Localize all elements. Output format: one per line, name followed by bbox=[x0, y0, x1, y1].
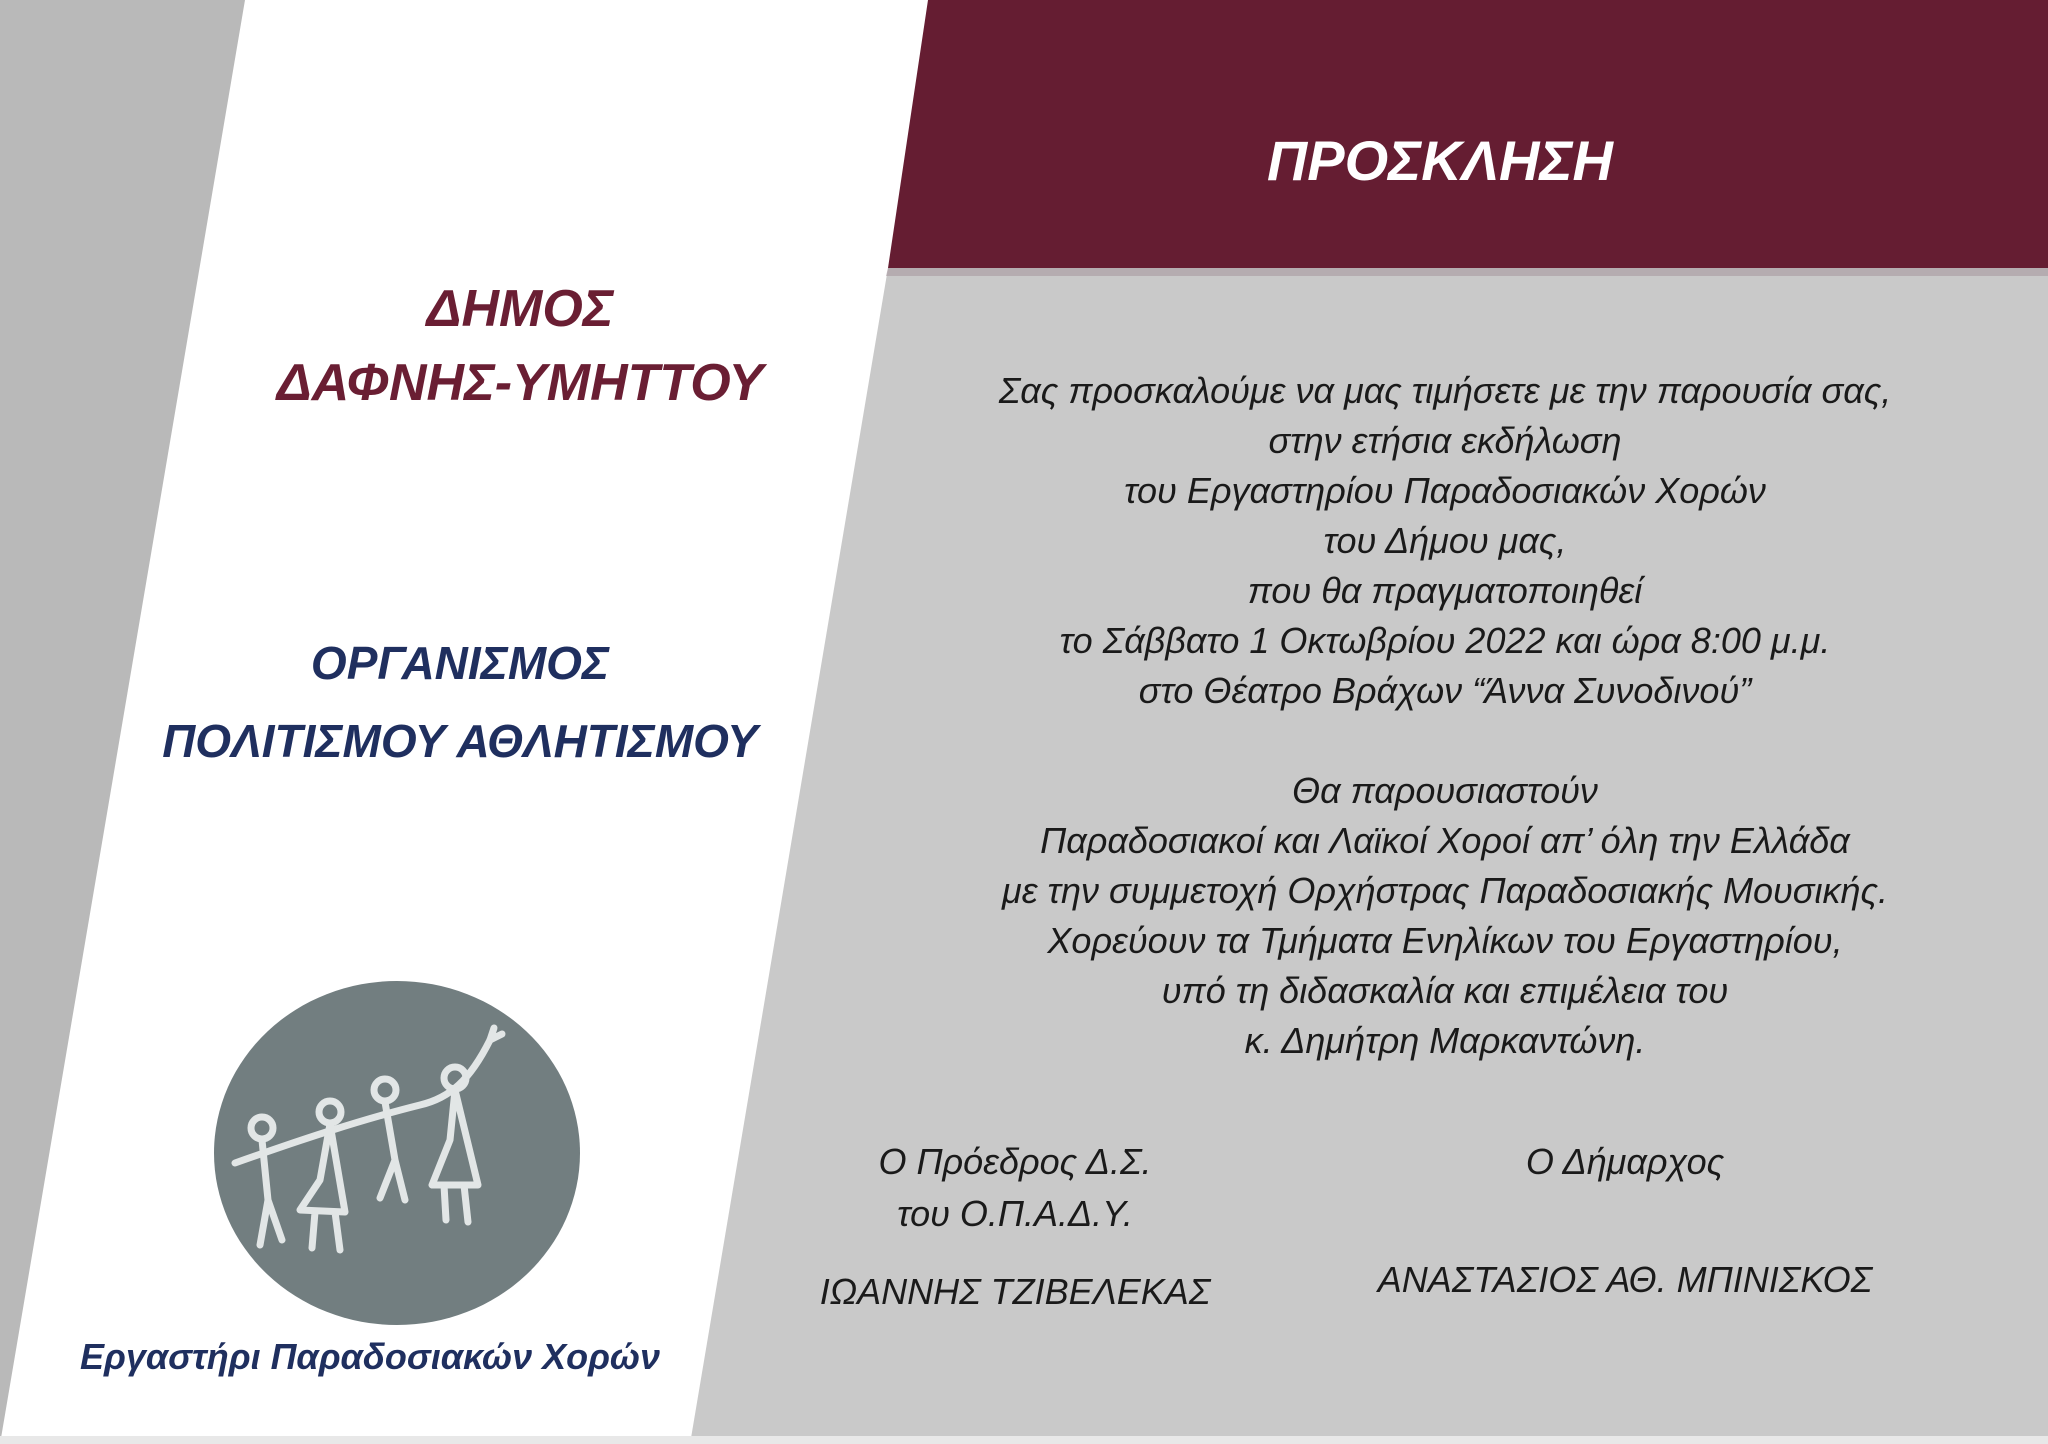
logo-caption: Εργαστήρι Παραδοσιακών Χορών bbox=[80, 1336, 660, 1377]
mayor-title: Ο Δήμαρχος bbox=[1525, 1141, 1725, 1182]
invitation-line: το Σάββατο 1 Οκτωβρίου 2022 και ώρα 8:00 μ.μ. bbox=[1059, 620, 1831, 661]
invitation-line: Χορεύουν τα Τμήματα Ενηλίκων του Εργαστηρίου, bbox=[1047, 920, 1843, 961]
invitation-body bbox=[900, 366, 1990, 1066]
invitation-line: κ. Δημήτρη Μαρκαντώνη. bbox=[1244, 1020, 1646, 1061]
invitation-line: υπό τη διδασκαλία και επιμέλεια του bbox=[1161, 970, 1729, 1011]
invitation-line: του Δήμου μας, bbox=[1323, 520, 1567, 561]
president-title bbox=[800, 1136, 1230, 1240]
bottom-edge bbox=[0, 1436, 2048, 1444]
band-shadow bbox=[886, 268, 2048, 276]
invitation-line: στο Θέατρο Βράχων “Άννα Συνοδινού” bbox=[1138, 670, 1752, 711]
invitation-line-spacer bbox=[900, 716, 1990, 766]
invitation-line: στην ετήσια εκδήλωση bbox=[1268, 420, 1622, 461]
organization-line-1: ΟΡΓΑΝΙΣΜΟΣ bbox=[310, 637, 610, 689]
logo bbox=[214, 981, 580, 1325]
invitation-line: Σας προσκαλούμε να μας τιμήσετε με την παρουσία σας, bbox=[998, 370, 1892, 411]
organization-name bbox=[130, 624, 790, 780]
invitation-line: Θα παρουσιαστούν bbox=[1292, 770, 1598, 811]
invitation-line: με την συμμετοχή Ορχήστρας Παραδοσιακής Μουσικής. bbox=[1002, 870, 1888, 911]
organization-line-2: ΠΟΛΙΤΙΣΜΟΥ ΑΘΛΗΤΙΣΜΟΥ bbox=[162, 715, 758, 767]
invitation-line: του Εργαστηρίου Παραδοσιακών Χορών bbox=[1124, 470, 1766, 511]
municipality-line-2: ΔΑΦΝΗΣ-ΥΜΗΤΤΟΥ bbox=[276, 354, 764, 412]
invitation-line: που θα πραγματοποιηθεί bbox=[1247, 570, 1643, 611]
president-name: ΙΩΑΝΝΗΣ ΤΖΙΒΕΛΕΚΑΣ bbox=[819, 1271, 1211, 1312]
mayor-name: ΑΝΑΣΤΑΣΙΟΣ ΑΘ. ΜΠΙΝΙΣΚΟΣ bbox=[1377, 1259, 1873, 1300]
municipality-name bbox=[190, 272, 850, 420]
municipality-line-1: ΔΗΜΟΣ bbox=[426, 280, 614, 338]
president-title-line-1: Ο Πρόεδρος Δ.Σ. bbox=[878, 1141, 1152, 1182]
invitation-title: ΠΡΟΣΚΛΗΣΗ bbox=[1267, 129, 1613, 192]
president-title-line-2: του Ο.Π.Α.Δ.Υ. bbox=[897, 1193, 1133, 1234]
invitation-line: Παραδοσιακοί και Λαϊκοί Χοροί απ’ όλη την Ελλάδα bbox=[1040, 820, 1850, 861]
